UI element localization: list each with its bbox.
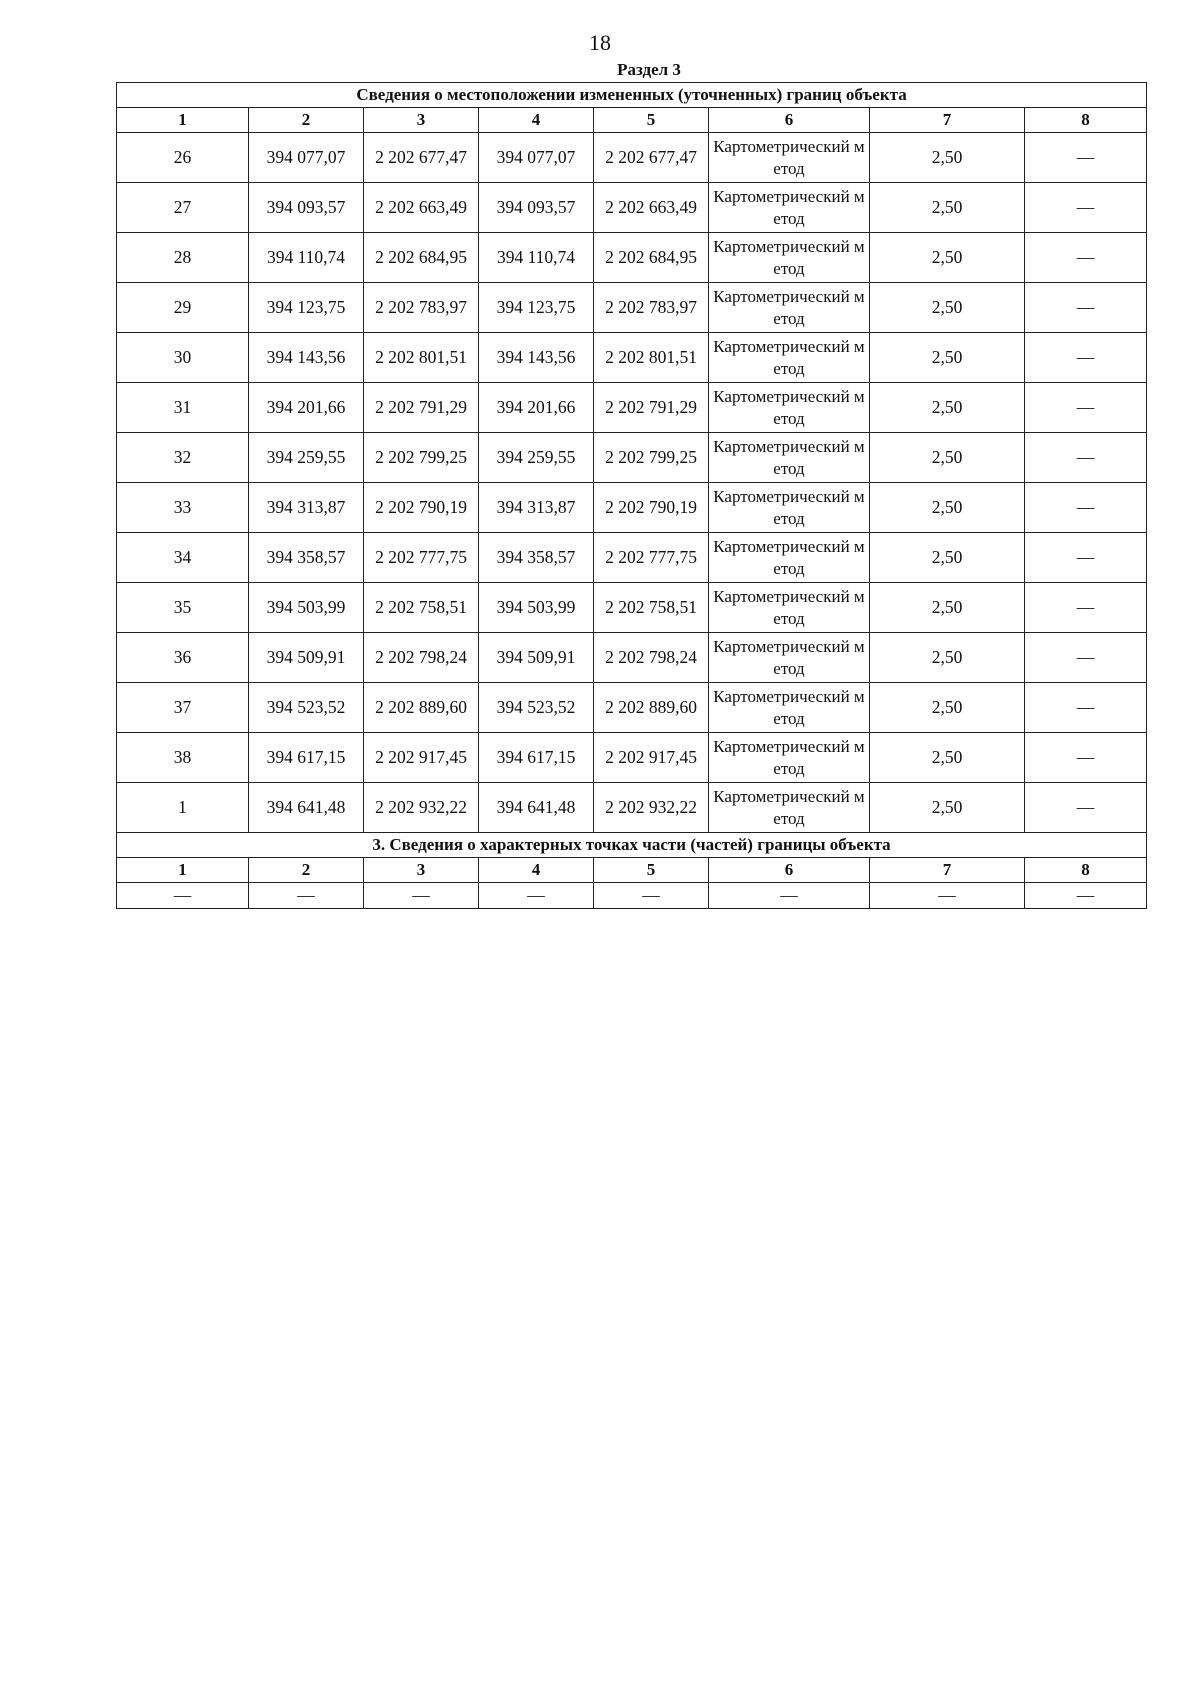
table-cell: 2,50 <box>870 583 1025 633</box>
table-cell: — <box>1025 183 1147 233</box>
table-cell: 394 259,55 <box>479 433 594 483</box>
table-cell: 28 <box>117 233 249 283</box>
table-row <box>117 683 1147 733</box>
table-cell: — <box>1025 733 1147 783</box>
table-cell: — <box>1025 683 1147 733</box>
column-number: 6 <box>709 858 870 883</box>
table-cell: — <box>1025 383 1147 433</box>
table-cell: 2 202 889,60 <box>364 683 479 733</box>
table-row <box>117 283 1147 333</box>
column-number: 8 <box>1025 108 1147 133</box>
table-cell: Картометрический метод <box>709 133 870 183</box>
column-number: 7 <box>870 108 1025 133</box>
table-cell: 36 <box>117 633 249 683</box>
table-cell: 2 202 783,97 <box>594 283 709 333</box>
table-row <box>117 133 1147 183</box>
table-cell: 31 <box>117 383 249 433</box>
table-row <box>117 433 1147 483</box>
table-cell: 394 077,07 <box>479 133 594 183</box>
table-cell: 2,50 <box>870 233 1025 283</box>
table-cell: 2,50 <box>870 383 1025 433</box>
table-cell: Картометрический метод <box>709 583 870 633</box>
table-cell: 2 202 889,60 <box>594 683 709 733</box>
table-cell: 394 093,57 <box>249 183 364 233</box>
table-cell: 2,50 <box>870 333 1025 383</box>
table-cell: 394 523,52 <box>479 683 594 733</box>
table-cell: 2,50 <box>870 183 1025 233</box>
table-cell: 2,50 <box>870 483 1025 533</box>
table-cell: 394 313,87 <box>479 483 594 533</box>
table-cell: 33 <box>117 483 249 533</box>
table-row <box>117 633 1147 683</box>
table-cell: 394 509,91 <box>479 633 594 683</box>
table-cell: 394 201,66 <box>479 383 594 433</box>
table-cell: 2 202 663,49 <box>364 183 479 233</box>
table-cell: 2 202 801,51 <box>594 333 709 383</box>
section-title: Раздел 3 <box>617 60 681 79</box>
table-cell: — <box>594 883 709 909</box>
table-cell: — <box>1025 533 1147 583</box>
table-cell: — <box>249 883 364 909</box>
table-row <box>117 383 1147 433</box>
column-number-row <box>117 108 1147 133</box>
table-cell: 2 202 801,51 <box>364 333 479 383</box>
column-number: 2 <box>249 108 364 133</box>
table-cell: 2 202 791,29 <box>364 383 479 433</box>
table-cell: Картометрический метод <box>709 533 870 583</box>
table-cell: 32 <box>117 433 249 483</box>
subsection-caption: 3. Сведения о характерных точках части (частей) границы объекта <box>117 833 1147 858</box>
table-row <box>117 483 1147 533</box>
table-cell: — <box>870 883 1025 909</box>
table-row <box>117 583 1147 633</box>
table-cell: Картометрический метод <box>709 783 870 833</box>
table-cell: 2,50 <box>870 283 1025 333</box>
table-cell: 2,50 <box>870 683 1025 733</box>
table-cell: 394 313,87 <box>249 483 364 533</box>
table-cell: 30 <box>117 333 249 383</box>
table-cell: 394 093,57 <box>479 183 594 233</box>
table-cell: 2 202 783,97 <box>364 283 479 333</box>
table-cell: Картометрический метод <box>709 433 870 483</box>
table-cell: 394 143,56 <box>479 333 594 383</box>
table-cell: Картометрический метод <box>709 283 870 333</box>
table-cell: 394 123,75 <box>479 283 594 333</box>
table-cell: 2 202 777,75 <box>594 533 709 583</box>
table-cell: 2 202 932,22 <box>364 783 479 833</box>
table-cell: 394 358,57 <box>479 533 594 583</box>
table-cell: Картометрический метод <box>709 683 870 733</box>
table-cell: 394 503,99 <box>479 583 594 633</box>
page-number: 18 <box>589 30 611 55</box>
table-row <box>117 533 1147 583</box>
table-cell: 2 202 677,47 <box>364 133 479 183</box>
table-cell: 394 617,15 <box>249 733 364 783</box>
table-cell: 2 202 917,45 <box>594 733 709 783</box>
table-row <box>117 733 1147 783</box>
table-cell: Картометрический метод <box>709 333 870 383</box>
table-cell: 2,50 <box>870 733 1025 783</box>
table-cell: 2 202 791,29 <box>594 383 709 433</box>
table-row <box>117 883 1147 909</box>
column-number: 4 <box>479 858 594 883</box>
column-number: 2 <box>249 858 364 883</box>
table-cell: 2 202 684,95 <box>364 233 479 283</box>
table-cell: 394 201,66 <box>249 383 364 433</box>
table-cell: 2 202 799,25 <box>594 433 709 483</box>
column-number: 6 <box>709 108 870 133</box>
table-row <box>117 333 1147 383</box>
table-cell: 2 202 777,75 <box>364 533 479 583</box>
table-cell: 34 <box>117 533 249 583</box>
table-cell: 2 202 932,22 <box>594 783 709 833</box>
table-cell: 2 202 917,45 <box>364 733 479 783</box>
table-cell: 394 358,57 <box>249 533 364 583</box>
table-cell: — <box>709 883 870 909</box>
table-cell: 394 259,55 <box>249 433 364 483</box>
table-cell: 394 143,56 <box>249 333 364 383</box>
table-cell: — <box>1025 783 1147 833</box>
table-row <box>117 783 1147 833</box>
table-row <box>117 233 1147 283</box>
table-cell: Картометрический метод <box>709 183 870 233</box>
subsection-column-number-row <box>117 858 1147 883</box>
table-cell: — <box>1025 333 1147 383</box>
table-cell: 35 <box>117 583 249 633</box>
table-cell: 394 123,75 <box>249 283 364 333</box>
table-cell: 394 509,91 <box>249 633 364 683</box>
table-cell: 2,50 <box>870 783 1025 833</box>
table-cell: 394 641,48 <box>249 783 364 833</box>
table-cell: — <box>364 883 479 909</box>
table-cell: 394 503,99 <box>249 583 364 633</box>
table-cell: — <box>1025 133 1147 183</box>
table-cell: 2 202 663,49 <box>594 183 709 233</box>
table-cell: 37 <box>117 683 249 733</box>
table-cell: 2 202 790,19 <box>594 483 709 533</box>
table-cell: 2,50 <box>870 633 1025 683</box>
table-cell: 2 202 677,47 <box>594 133 709 183</box>
table-cell: — <box>1025 583 1147 633</box>
table-cell: — <box>479 883 594 909</box>
boundary-table <box>116 82 1147 909</box>
table-cell: 26 <box>117 133 249 183</box>
table-cell: 394 110,74 <box>249 233 364 283</box>
table-cell: Картометрический метод <box>709 733 870 783</box>
column-number: 3 <box>364 858 479 883</box>
table-cell: 2 202 684,95 <box>594 233 709 283</box>
table-cell: — <box>1025 283 1147 333</box>
column-number: 8 <box>1025 858 1147 883</box>
table-cell: 394 110,74 <box>479 233 594 283</box>
table-cell: 2 202 798,24 <box>594 633 709 683</box>
table-cell: 2 202 758,51 <box>364 583 479 633</box>
table-cell: Картометрический метод <box>709 383 870 433</box>
table-cell: — <box>1025 433 1147 483</box>
column-number: 7 <box>870 858 1025 883</box>
table-cell: 2 202 758,51 <box>594 583 709 633</box>
column-number: 1 <box>117 858 249 883</box>
table-cell: — <box>1025 633 1147 683</box>
table-cell: Картометрический метод <box>709 483 870 533</box>
table-cell: 2,50 <box>870 433 1025 483</box>
table-cell: 2,50 <box>870 133 1025 183</box>
table-caption: Сведения о местоположении измененных (уточненных) границ объекта <box>117 83 1147 108</box>
table-cell: 2 202 798,24 <box>364 633 479 683</box>
table-cell: 29 <box>117 283 249 333</box>
table-cell: 394 523,52 <box>249 683 364 733</box>
column-number: 4 <box>479 108 594 133</box>
table-cell: — <box>1025 483 1147 533</box>
column-number: 5 <box>594 108 709 133</box>
table-cell: — <box>1025 233 1147 283</box>
table-cell: 2 202 790,19 <box>364 483 479 533</box>
table-cell: 394 617,15 <box>479 733 594 783</box>
column-number: 5 <box>594 858 709 883</box>
table-cell: 38 <box>117 733 249 783</box>
table-cell: 1 <box>117 783 249 833</box>
table-cell: 394 077,07 <box>249 133 364 183</box>
column-number: 3 <box>364 108 479 133</box>
table-cell: 2 202 799,25 <box>364 433 479 483</box>
table-cell: 27 <box>117 183 249 233</box>
table-row <box>117 183 1147 233</box>
table-cell: Картометрический метод <box>709 233 870 283</box>
table-cell: — <box>117 883 249 909</box>
table-cell: — <box>1025 883 1147 909</box>
table-cell: 2,50 <box>870 533 1025 583</box>
table-cell: 394 641,48 <box>479 783 594 833</box>
table-cell: Картометрический метод <box>709 633 870 683</box>
column-number: 1 <box>117 108 249 133</box>
